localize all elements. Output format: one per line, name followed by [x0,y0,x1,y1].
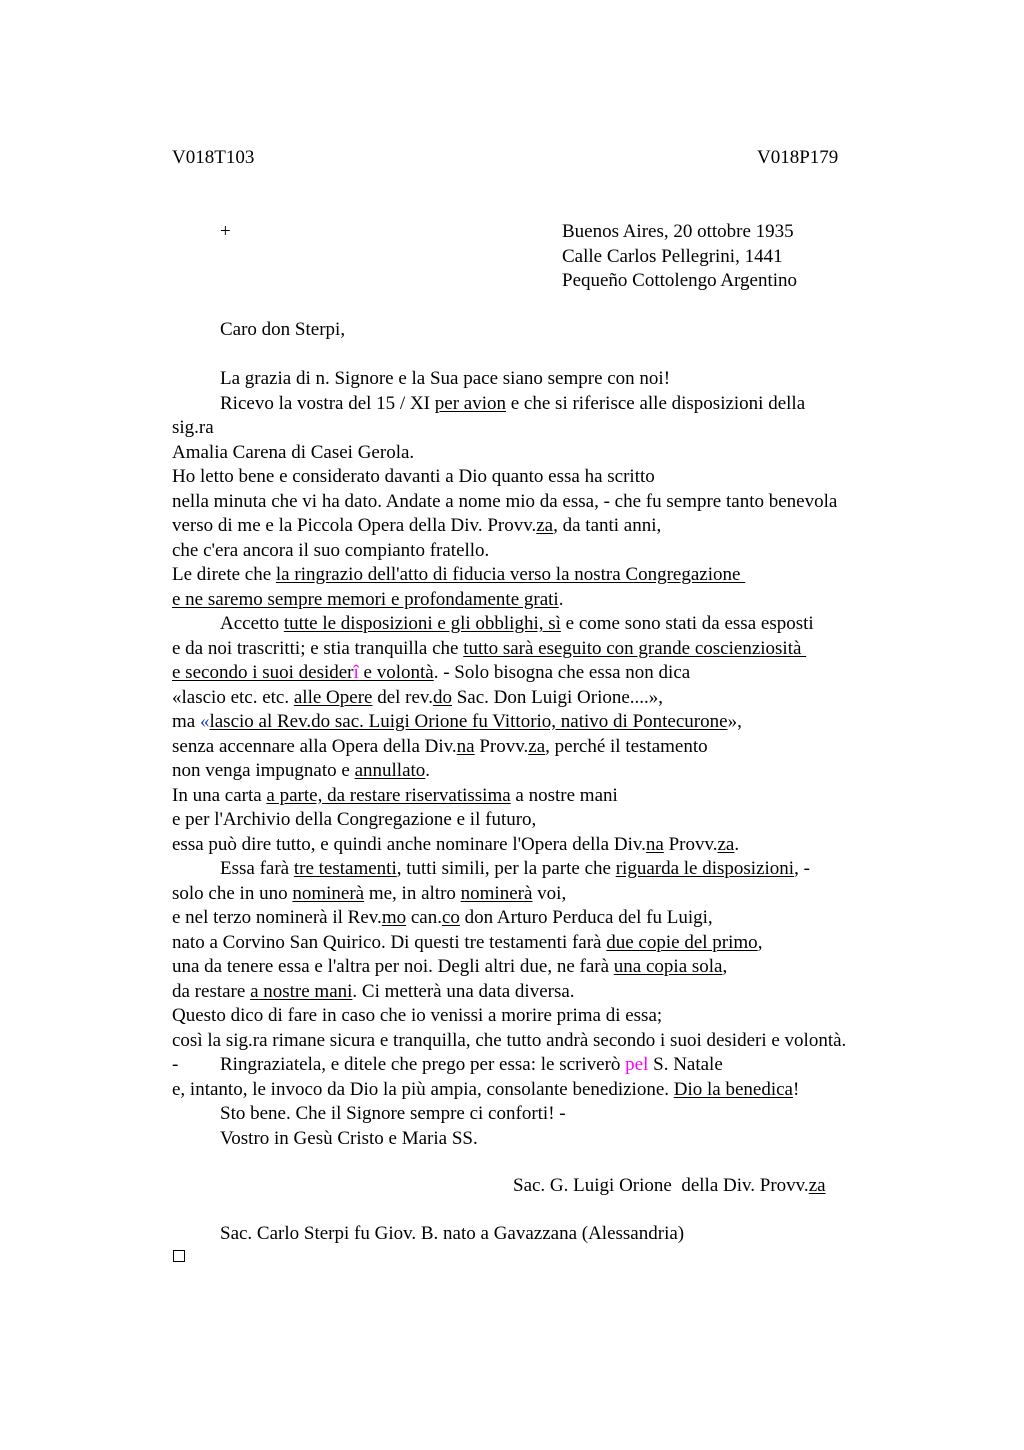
body-line: In una carta a parte, da restare riservatissima a nostre mani [172,784,618,806]
body-line: nato a Corvino San Quirico. Di questi tre testamenti farà due copie del primo, [172,931,763,953]
body-line: Ringraziatela, e ditele che prego per essa: le scriverò pel S. Natale [220,1054,723,1075]
body-line: Amalia Carena di Casei Gerola. [172,441,415,463]
body-line: e da noi trascritti; e stia tranquilla che tutto sarà eseguito con grande coscienziosità [172,637,807,659]
body-line: La grazia di n. Signore e la Sua pace siano sempre con noi! [220,368,671,389]
address-line-2: Calle Carlos Pellegrini, 1441 [562,245,783,267]
body-line: verso di me e la Piccola Opera della Div. Provv.za, da tanti anni, [172,515,662,536]
checkbox-icon [173,1250,185,1262]
signature [513,1174,826,1199]
header-right-code: V018P179 [757,147,839,168]
body-line: e ne saremo sempre memori e profondamente grati. [172,588,564,610]
body-line: e, intanto, le invoco da Dio la più ampia, consolante benedizione. Dio la benedica! [172,1078,800,1100]
body-line: - [172,1054,179,1075]
body-line: e per l'Archivio della Congregazione e il futuro, [172,809,537,830]
body-line: così la sig.ra rimane sicura e tranquilla, che tutto andrà secondo i suoi desideri e volontà. [172,1029,847,1051]
body-line: Ricevo la vostra del 15 / XI per avion e che si riferisce alle disposizioni della [220,392,806,414]
body-line: ma «lascio al Rev.do sac. Luigi Orione fu Vittorio, nativo di Pontecurone», [172,711,742,732]
body-line: Ho letto bene e considerato davanti a Dio quanto essa ha scritto [172,466,655,487]
body-line: «lascio etc. etc. alle Opere del rev.do Sac. Don Luigi Orione....», [172,686,664,708]
body-line: essa può dire tutto, e quindi anche nominare l'Opera della Div.na Provv.za. [172,833,740,855]
address-line-1: Buenos Aires, 20 ottobre 1935 [562,221,794,242]
body-line: da restare a nostre mani. Ci metterà una data diversa. [172,980,575,1002]
body-line: Questo dico di fare in caso che io venissi a morire prima di essa; [172,1005,663,1026]
body-line: sig.ra [172,417,214,438]
body-line: che c'era ancora il suo compianto fratello. [172,539,490,561]
recipient-line: Sac. Carlo Sterpi fu Giov. B. nato a Gavazzana (Alessandria) [220,1223,685,1244]
body-line: Vostro in Gesù Cristo e Maria SS. [220,1127,478,1149]
salutation: Caro don Sterpi, [220,319,346,340]
body-line: Le direte che la ringrazio dell'atto di fiducia verso la nostra Congregazione [172,564,746,585]
body-line: solo che in uno nominerà me, in altro nominerà voi, [172,882,567,904]
body-line: e nel terzo nominerà il Rev.mo can.co don Arturo Perduca del fu Luigi, [172,907,713,928]
body-line: Sto bene. Che il Signore sempre ci conforti! - [220,1103,566,1124]
body-line: una da tenere essa e l'altra per noi. Degli altri due, ne farà una copia sola, [172,956,728,977]
header-left-code: V018T103 [172,147,255,168]
body-line: non venga impugnato e annullato. [172,760,431,781]
signature-text: Sac. G. Luigi Orione della Div. Provv.za [513,1175,826,1196]
body-line: Essa farà tre testamenti, tutti simili, per la parte che riguarda le disposizioni, - [220,858,810,879]
address-line-3: Pequeño Cottolengo Argentino [562,270,798,291]
body-line: senza accennare alla Opera della Div.na Provv.za, perché il testamento [172,735,708,757]
cross-mark: + [220,221,231,242]
body-line: e secondo i suoi desiderî e volontà. - Solo bisogna che essa non dica [172,662,691,683]
body-line: Accetto tutte le disposizioni e gli obblighi, sì e come sono stati da essa esposti [220,613,814,634]
body-line: nella minuta che vi ha dato. Andate a nome mio da essa, - che fu sempre tanto benevola [172,490,838,512]
